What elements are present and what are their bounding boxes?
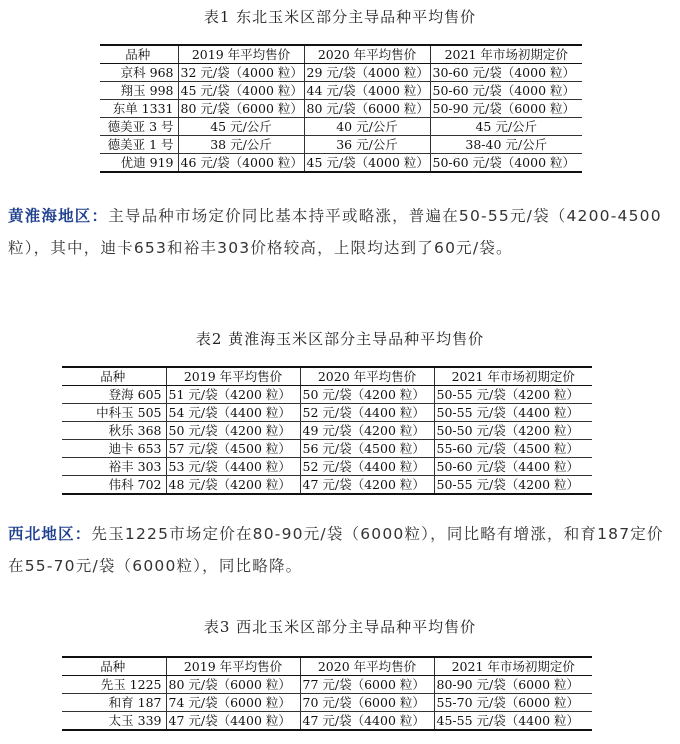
price-cell: 50-60 元/袋（4000 粒） <box>430 154 582 173</box>
region-heading: 黄淮海地区： <box>8 207 109 225</box>
price-cell: 49 元/袋（4200 粒） <box>300 422 434 440</box>
price-cell: 48 元/袋（4200 粒） <box>166 476 300 495</box>
column-header: 品种 <box>100 45 178 64</box>
variety-cell: 和育 187 <box>62 694 166 712</box>
price-cell: 52 元/袋（4400 粒） <box>300 458 434 476</box>
variety-cell: 秋乐 368 <box>62 422 166 440</box>
price-cell: 51 元/袋（4200 粒） <box>166 386 300 404</box>
region-text: 先玉1225市场定价在80-90元/袋（6000粒），同比略有增涨，和育187定价在55-70元/袋（6000粒），同比略降。 <box>8 525 664 575</box>
table-header-row <box>62 657 592 676</box>
variety-cell: 德美亚 1 号 <box>100 136 178 154</box>
price-cell: 38 元/公斤 <box>178 136 304 154</box>
price-cell: 55-70 元/袋（6000 粒） <box>434 694 592 712</box>
price-cell: 80 元/袋（6000 粒） <box>166 676 300 694</box>
table-row <box>100 154 582 173</box>
table-header-row <box>62 367 592 386</box>
price-cell: 47 元/袋（4400 粒） <box>300 712 434 731</box>
price-cell: 55-60 元/袋（4500 粒） <box>434 440 592 458</box>
price-cell: 47 元/袋（4400 粒） <box>166 712 300 731</box>
price-cell: 50-60 元/袋（4400 粒） <box>434 458 592 476</box>
column-header: 2020 年平均售价 <box>300 657 434 676</box>
price-cell: 54 元/袋（4400 粒） <box>166 404 300 422</box>
paragraph-northwest <box>8 518 672 582</box>
variety-cell: 翔玉 998 <box>100 82 178 100</box>
column-header: 品种 <box>62 367 166 386</box>
price-cell: 50-55 元/袋（4200 粒） <box>434 386 592 404</box>
variety-cell: 先玉 1225 <box>62 676 166 694</box>
price-cell: 47 元/袋（4200 粒） <box>300 476 434 495</box>
table-row <box>62 712 592 731</box>
variety-cell: 优迪 919 <box>100 154 178 173</box>
price-cell: 50 元/袋（4200 粒） <box>300 386 434 404</box>
variety-cell: 登海 605 <box>62 386 166 404</box>
price-cell: 29 元/袋（4000 粒） <box>304 64 430 82</box>
price-cell: 50-55 元/袋（4200 粒） <box>434 476 592 495</box>
variety-cell: 中科玉 505 <box>62 404 166 422</box>
region-heading: 西北地区： <box>8 525 92 543</box>
column-header: 2021 年市场初期定价 <box>434 367 592 386</box>
price-cell: 80-90 元/袋（6000 粒） <box>434 676 592 694</box>
price-cell: 38-40 元/公斤 <box>430 136 582 154</box>
price-cell: 32 元/袋（4000 粒） <box>178 64 304 82</box>
table-row <box>100 136 582 154</box>
variety-cell: 京科 968 <box>100 64 178 82</box>
table-header-row <box>100 45 582 64</box>
variety-cell: 太玉 339 <box>62 712 166 731</box>
table2 <box>62 366 592 495</box>
price-cell: 56 元/袋（4500 粒） <box>300 440 434 458</box>
price-cell: 80 元/袋（6000 粒） <box>304 100 430 118</box>
table1-caption: 表1 东北玉米区部分主导品种平均售价 <box>203 8 477 26</box>
table-row <box>100 118 582 136</box>
price-cell: 40 元/公斤 <box>304 118 430 136</box>
price-cell: 50 元/袋（4200 粒） <box>166 422 300 440</box>
table-row <box>62 386 592 404</box>
price-cell: 57 元/袋（4500 粒） <box>166 440 300 458</box>
table-row <box>100 64 582 82</box>
price-cell: 50-90 元/袋（6000 粒） <box>430 100 582 118</box>
price-cell: 45-55 元/袋（4400 粒） <box>434 712 592 731</box>
table-row <box>62 694 592 712</box>
price-cell: 50-50 元/袋（4200 粒） <box>434 422 592 440</box>
table-row <box>100 100 582 118</box>
price-cell: 30-60 元/袋（4000 粒） <box>430 64 582 82</box>
column-header: 2020 年平均售价 <box>304 45 430 64</box>
table3 <box>62 656 592 731</box>
paragraph-huanghuaihai <box>8 200 672 264</box>
table1 <box>100 44 582 173</box>
price-cell: 36 元/公斤 <box>304 136 430 154</box>
table3-caption: 表3 西北玉米区部分主导品种平均售价 <box>203 618 477 636</box>
table-row <box>62 440 592 458</box>
column-header: 品种 <box>62 657 166 676</box>
price-cell: 77 元/袋（6000 粒） <box>300 676 434 694</box>
column-header: 2019 年平均售价 <box>166 367 300 386</box>
table-row <box>62 404 592 422</box>
price-cell: 45 元/袋（4000 粒） <box>178 82 304 100</box>
price-cell: 80 元/袋（6000 粒） <box>178 100 304 118</box>
region-text: 主导品种市场定价同比基本持平或略涨，普遍在50-55元/袋（4200-4500粒），其中，迪卡653和裕丰303价格较高，上限均达到了60元/袋。 <box>8 207 662 257</box>
price-cell: 44 元/袋（4000 粒） <box>304 82 430 100</box>
column-header: 2021 年市场初期定价 <box>430 45 582 64</box>
price-cell: 50-55 元/袋（4400 粒） <box>434 404 592 422</box>
price-cell: 70 元/袋（6000 粒） <box>300 694 434 712</box>
variety-cell: 裕丰 303 <box>62 458 166 476</box>
column-header: 2021 年市场初期定价 <box>434 657 592 676</box>
column-header: 2019 年平均售价 <box>178 45 304 64</box>
table-row <box>100 82 582 100</box>
column-header: 2019 年平均售价 <box>166 657 300 676</box>
table2-caption: 表2 黄淮海玉米区部分主导品种平均售价 <box>195 330 485 348</box>
table-row <box>62 476 592 495</box>
price-cell: 46 元/袋（4000 粒） <box>178 154 304 173</box>
price-cell: 53 元/袋（4400 粒） <box>166 458 300 476</box>
variety-cell: 德美亚 3 号 <box>100 118 178 136</box>
table-row <box>62 458 592 476</box>
variety-cell: 伟科 702 <box>62 476 166 495</box>
table-row <box>62 676 592 694</box>
column-header: 2020 年平均售价 <box>300 367 434 386</box>
price-cell: 45 元/袋（4000 粒） <box>304 154 430 173</box>
price-cell: 45 元/公斤 <box>430 118 582 136</box>
price-cell: 45 元/公斤 <box>178 118 304 136</box>
price-cell: 52 元/袋（4400 粒） <box>300 404 434 422</box>
variety-cell: 迪卡 653 <box>62 440 166 458</box>
price-cell: 50-60 元/袋（4000 粒） <box>430 82 582 100</box>
price-cell: 74 元/袋（6000 粒） <box>166 694 300 712</box>
table-row <box>62 422 592 440</box>
variety-cell: 东单 1331 <box>100 100 178 118</box>
